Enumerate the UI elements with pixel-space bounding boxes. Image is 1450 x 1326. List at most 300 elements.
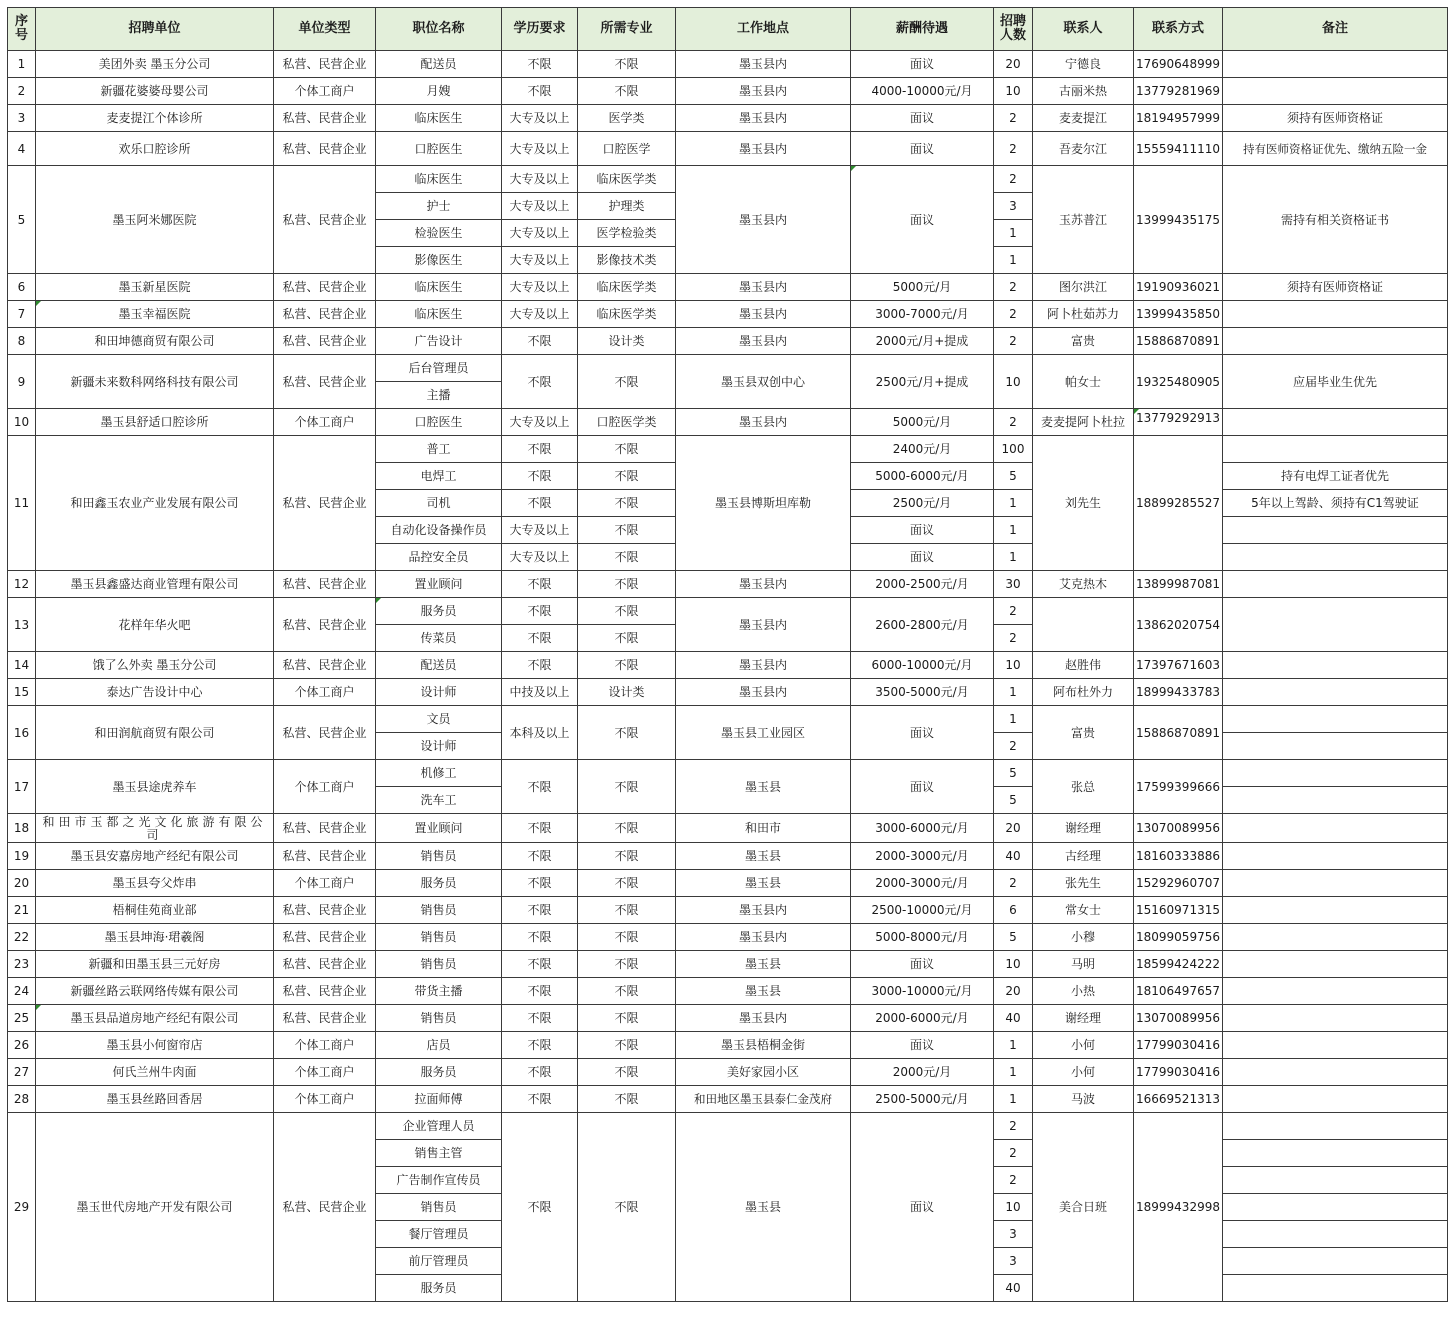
cell-location[interactable]: 墨玉县内 xyxy=(676,301,851,328)
cell-no[interactable]: 8 xyxy=(8,328,36,355)
cell-count[interactable]: 10 xyxy=(994,951,1033,978)
cell-note[interactable]: 持有医师资格证优先、缴纳五险一金 xyxy=(1222,132,1447,166)
cell-salary[interactable]: 2000-3000元/月 xyxy=(851,843,994,870)
cell-contact[interactable]: 麦麦提阿卜杜拉 xyxy=(1033,409,1134,436)
cell-job[interactable]: 主播 xyxy=(376,382,502,409)
cell-major[interactable]: 护理类 xyxy=(578,193,676,220)
cell-salary[interactable]: 2000元/月 xyxy=(851,1059,994,1086)
cell-contact[interactable]: 富贵 xyxy=(1033,328,1134,355)
cell-contact[interactable]: 刘先生 xyxy=(1033,436,1134,571)
cell-edu[interactable]: 大专及以上 xyxy=(502,166,578,193)
cell-job[interactable]: 后台管理员 xyxy=(376,355,502,382)
col-header-major[interactable]: 所需专业 xyxy=(578,8,676,51)
cell-phone[interactable]: 18106497657 xyxy=(1134,978,1223,1005)
cell-edu[interactable]: 不限 xyxy=(502,436,578,463)
cell-no[interactable]: 5 xyxy=(8,166,36,274)
cell-edu[interactable]: 不限 xyxy=(502,924,578,951)
cell-unit[interactable]: 泰达广告设计中心 xyxy=(36,679,274,706)
cell-salary[interactable]: 5000-6000元/月 xyxy=(851,463,994,490)
cell-major[interactable]: 不限 xyxy=(578,1113,676,1302)
cell-unit[interactable]: 和田市玉都之光文化旅游有限公司 xyxy=(36,814,274,843)
cell-count[interactable]: 10 xyxy=(994,78,1033,105)
cell-major[interactable]: 口腔医学类 xyxy=(578,409,676,436)
cell-location[interactable]: 墨玉县 xyxy=(676,1113,851,1302)
cell-edu[interactable]: 不限 xyxy=(502,598,578,625)
cell-contact[interactable]: 富贵 xyxy=(1033,706,1134,760)
cell-edu[interactable]: 大专及以上 xyxy=(502,220,578,247)
cell-major[interactable]: 不限 xyxy=(578,951,676,978)
cell-type[interactable]: 私营、民营企业 xyxy=(274,1113,376,1302)
cell-no[interactable]: 19 xyxy=(8,843,36,870)
cell-type[interactable]: 私营、民营企业 xyxy=(274,105,376,132)
cell-salary[interactable]: 2000-3000元/月 xyxy=(851,870,994,897)
col-header-no[interactable]: 序号 xyxy=(8,8,36,51)
cell-location[interactable]: 墨玉县内 xyxy=(676,1005,851,1032)
cell-note[interactable] xyxy=(1222,652,1447,679)
cell-phone[interactable]: 17397671603 xyxy=(1134,652,1223,679)
cell-count[interactable]: 1 xyxy=(994,679,1033,706)
cell-phone[interactable]: 15559411110 xyxy=(1134,132,1223,166)
cell-unit[interactable]: 墨玉县丝路回香居 xyxy=(36,1086,274,1113)
cell-salary[interactable]: 面议 xyxy=(851,706,994,760)
cell-count[interactable]: 20 xyxy=(994,978,1033,1005)
cell-phone[interactable]: 18899285527 xyxy=(1134,436,1223,571)
cell-contact[interactable]: 小何 xyxy=(1033,1059,1134,1086)
cell-major[interactable]: 不限 xyxy=(578,760,676,814)
cell-note[interactable] xyxy=(1222,1248,1447,1275)
cell-contact[interactable]: 马明 xyxy=(1033,951,1134,978)
cell-location[interactable]: 墨玉县内 xyxy=(676,274,851,301)
cell-note[interactable] xyxy=(1222,733,1447,760)
cell-unit[interactable]: 墨玉新星医院 xyxy=(36,274,274,301)
cell-note[interactable] xyxy=(1222,924,1447,951)
cell-major[interactable]: 不限 xyxy=(578,517,676,544)
cell-count[interactable]: 1 xyxy=(994,544,1033,571)
cell-salary[interactable]: 面议 xyxy=(851,517,994,544)
cell-phone[interactable]: 17690648999 xyxy=(1134,51,1223,78)
cell-job[interactable]: 口腔医生 xyxy=(376,132,502,166)
cell-edu[interactable]: 大专及以上 xyxy=(502,105,578,132)
cell-job[interactable]: 口腔医生 xyxy=(376,409,502,436)
cell-no[interactable]: 13 xyxy=(8,598,36,652)
cell-job[interactable]: 销售员 xyxy=(376,1194,502,1221)
cell-note[interactable] xyxy=(1222,571,1447,598)
cell-major[interactable]: 不限 xyxy=(578,1005,676,1032)
cell-count[interactable]: 1 xyxy=(994,1032,1033,1059)
cell-edu[interactable]: 不限 xyxy=(502,463,578,490)
cell-major[interactable]: 不限 xyxy=(578,843,676,870)
cell-major[interactable]: 不限 xyxy=(578,355,676,409)
cell-major[interactable]: 不限 xyxy=(578,436,676,463)
cell-salary[interactable]: 2400元/月 xyxy=(851,436,994,463)
cell-count[interactable]: 2 xyxy=(994,132,1033,166)
cell-unit[interactable]: 墨玉县坤海·珺羲阁 xyxy=(36,924,274,951)
cell-phone[interactable]: 15886870891 xyxy=(1134,328,1223,355)
cell-unit[interactable]: 墨玉县夸父炸串 xyxy=(36,870,274,897)
cell-note[interactable]: 须持有医师资格证 xyxy=(1222,274,1447,301)
cell-note[interactable] xyxy=(1222,1113,1447,1140)
cell-salary[interactable]: 3000-6000元/月 xyxy=(851,814,994,843)
cell-edu[interactable]: 不限 xyxy=(502,625,578,652)
cell-location[interactable]: 墨玉县工业园区 xyxy=(676,706,851,760)
cell-job[interactable]: 广告制作宣传员 xyxy=(376,1167,502,1194)
cell-note[interactable]: 需持有相关资格证书 xyxy=(1222,166,1447,274)
cell-location[interactable]: 墨玉县内 xyxy=(676,51,851,78)
cell-contact[interactable]: 谢经理 xyxy=(1033,814,1134,843)
cell-phone[interactable]: 19325480905 xyxy=(1134,355,1223,409)
cell-type[interactable]: 私营、民营企业 xyxy=(274,843,376,870)
cell-major[interactable]: 不限 xyxy=(578,78,676,105)
cell-note[interactable] xyxy=(1222,301,1447,328)
cell-edu[interactable]: 大专及以上 xyxy=(502,193,578,220)
cell-edu[interactable]: 不限 xyxy=(502,1059,578,1086)
cell-salary[interactable]: 5000元/月 xyxy=(851,409,994,436)
cell-unit[interactable]: 墨玉幸福医院 xyxy=(36,301,274,328)
cell-phone[interactable]: 18999433783 xyxy=(1134,679,1223,706)
cell-phone[interactable]: 17799030416 xyxy=(1134,1032,1223,1059)
cell-no[interactable]: 27 xyxy=(8,1059,36,1086)
cell-major[interactable]: 医学检验类 xyxy=(578,220,676,247)
cell-phone[interactable]: 17799030416 xyxy=(1134,1059,1223,1086)
cell-job[interactable]: 检验医生 xyxy=(376,220,502,247)
cell-type[interactable]: 私营、民营企业 xyxy=(274,355,376,409)
cell-unit[interactable]: 新疆花婆婆母婴公司 xyxy=(36,78,274,105)
cell-edu[interactable]: 中技及以上 xyxy=(502,679,578,706)
cell-unit[interactable]: 墨玉阿米娜医院 xyxy=(36,166,274,274)
cell-location[interactable]: 墨玉县梧桐金街 xyxy=(676,1032,851,1059)
cell-job[interactable]: 电焊工 xyxy=(376,463,502,490)
cell-job[interactable]: 店员 xyxy=(376,1032,502,1059)
cell-edu[interactable]: 不限 xyxy=(502,78,578,105)
cell-job[interactable]: 销售员 xyxy=(376,897,502,924)
cell-phone[interactable]: 15160971315 xyxy=(1134,897,1223,924)
cell-note[interactable] xyxy=(1222,951,1447,978)
cell-count[interactable]: 2 xyxy=(994,409,1033,436)
cell-count[interactable]: 5 xyxy=(994,463,1033,490)
cell-contact[interactable]: 小热 xyxy=(1033,978,1134,1005)
cell-contact[interactable]: 图尔洪江 xyxy=(1033,274,1134,301)
cell-salary[interactable]: 面议 xyxy=(851,1032,994,1059)
cell-salary[interactable]: 面议 xyxy=(851,166,994,274)
cell-phone[interactable]: 13899987081 xyxy=(1134,571,1223,598)
cell-job[interactable]: 带货主播 xyxy=(376,978,502,1005)
cell-no[interactable]: 7 xyxy=(8,301,36,328)
cell-major[interactable]: 不限 xyxy=(578,598,676,625)
cell-contact[interactable]: 麦麦提江 xyxy=(1033,105,1134,132)
cell-contact[interactable]: 古丽米热 xyxy=(1033,78,1134,105)
cell-unit[interactable]: 新疆丝路云联网络传媒有限公司 xyxy=(36,978,274,1005)
cell-edu[interactable]: 不限 xyxy=(502,760,578,814)
cell-location[interactable]: 和田地区墨玉县泰仁金茂府 xyxy=(676,1086,851,1113)
cell-count[interactable]: 10 xyxy=(994,355,1033,409)
cell-major[interactable]: 不限 xyxy=(578,1059,676,1086)
cell-salary[interactable]: 3000-10000元/月 xyxy=(851,978,994,1005)
cell-major[interactable]: 不限 xyxy=(578,490,676,517)
cell-major[interactable]: 不限 xyxy=(578,463,676,490)
cell-unit[interactable]: 和田鑫玉农业产业发展有限公司 xyxy=(36,436,274,571)
cell-type[interactable]: 私营、民营企业 xyxy=(274,51,376,78)
cell-type[interactable]: 个体工商户 xyxy=(274,78,376,105)
cell-major[interactable]: 临床医学类 xyxy=(578,274,676,301)
cell-major[interactable]: 不限 xyxy=(578,652,676,679)
cell-major[interactable]: 不限 xyxy=(578,571,676,598)
cell-salary[interactable]: 面议 xyxy=(851,951,994,978)
cell-contact[interactable]: 小穆 xyxy=(1033,924,1134,951)
cell-job[interactable]: 机修工 xyxy=(376,760,502,787)
cell-salary[interactable]: 2000-2500元/月 xyxy=(851,571,994,598)
cell-location[interactable]: 美好家园小区 xyxy=(676,1059,851,1086)
cell-type[interactable]: 私营、民营企业 xyxy=(274,571,376,598)
cell-note[interactable] xyxy=(1222,1140,1447,1167)
cell-location[interactable]: 墨玉县内 xyxy=(676,328,851,355)
cell-location[interactable]: 墨玉县内 xyxy=(676,409,851,436)
cell-note[interactable] xyxy=(1222,436,1447,463)
cell-unit[interactable]: 和田润航商贸有限公司 xyxy=(36,706,274,760)
cell-note[interactable] xyxy=(1222,1032,1447,1059)
cell-unit[interactable]: 墨玉县舒适口腔诊所 xyxy=(36,409,274,436)
cell-type[interactable]: 私营、民营企业 xyxy=(274,436,376,571)
cell-phone[interactable]: 15292960707 xyxy=(1134,870,1223,897)
cell-major[interactable]: 医学类 xyxy=(578,105,676,132)
cell-note[interactable] xyxy=(1222,679,1447,706)
cell-note[interactable] xyxy=(1222,409,1447,436)
cell-edu[interactable]: 不限 xyxy=(502,1086,578,1113)
cell-phone[interactable]: 18599424222 xyxy=(1134,951,1223,978)
cell-salary[interactable]: 4000-10000元/月 xyxy=(851,78,994,105)
cell-count[interactable]: 3 xyxy=(994,1248,1033,1275)
cell-count[interactable]: 1 xyxy=(994,220,1033,247)
cell-major[interactable]: 不限 xyxy=(578,814,676,843)
cell-no[interactable]: 21 xyxy=(8,897,36,924)
cell-no[interactable]: 4 xyxy=(8,132,36,166)
cell-contact[interactable]: 古经理 xyxy=(1033,843,1134,870)
cell-edu[interactable]: 不限 xyxy=(502,951,578,978)
cell-type[interactable]: 私营、民营企业 xyxy=(274,924,376,951)
cell-salary[interactable]: 3000-7000元/月 xyxy=(851,301,994,328)
cell-no[interactable]: 1 xyxy=(8,51,36,78)
cell-note[interactable]: 须持有医师资格证 xyxy=(1222,105,1447,132)
cell-salary[interactable]: 2000元/月+提成 xyxy=(851,328,994,355)
cell-contact[interactable]: 张先生 xyxy=(1033,870,1134,897)
cell-edu[interactable]: 大专及以上 xyxy=(502,274,578,301)
cell-count[interactable]: 5 xyxy=(994,787,1033,814)
cell-count[interactable]: 2 xyxy=(994,598,1033,625)
cell-job[interactable]: 设计师 xyxy=(376,733,502,760)
cell-job[interactable]: 司机 xyxy=(376,490,502,517)
col-header-type[interactable]: 单位类型 xyxy=(274,8,376,51)
cell-salary[interactable]: 面议 xyxy=(851,105,994,132)
cell-unit[interactable]: 欢乐口腔诊所 xyxy=(36,132,274,166)
cell-type[interactable]: 私营、民营企业 xyxy=(274,951,376,978)
cell-salary[interactable]: 3500-5000元/月 xyxy=(851,679,994,706)
cell-job[interactable]: 餐厅管理员 xyxy=(376,1221,502,1248)
cell-count[interactable]: 2 xyxy=(994,870,1033,897)
cell-job[interactable]: 销售主管 xyxy=(376,1140,502,1167)
cell-count[interactable]: 20 xyxy=(994,51,1033,78)
cell-no[interactable]: 3 xyxy=(8,105,36,132)
cell-note[interactable] xyxy=(1222,51,1447,78)
cell-location[interactable]: 墨玉县 xyxy=(676,760,851,814)
cell-no[interactable]: 9 xyxy=(8,355,36,409)
cell-note[interactable] xyxy=(1222,78,1447,105)
cell-no[interactable]: 6 xyxy=(8,274,36,301)
cell-phone[interactable]: 18099059756 xyxy=(1134,924,1223,951)
cell-major[interactable]: 临床医学类 xyxy=(578,301,676,328)
cell-note[interactable] xyxy=(1222,1005,1447,1032)
cell-job[interactable]: 置业顾问 xyxy=(376,571,502,598)
cell-job[interactable]: 广告设计 xyxy=(376,328,502,355)
cell-location[interactable]: 墨玉县内 xyxy=(676,897,851,924)
cell-phone[interactable]: 13999435175 xyxy=(1134,166,1223,274)
cell-count[interactable]: 100 xyxy=(994,436,1033,463)
cell-salary[interactable]: 2500-10000元/月 xyxy=(851,897,994,924)
col-header-count[interactable]: 招聘人数 xyxy=(994,8,1033,51)
cell-count[interactable]: 40 xyxy=(994,1005,1033,1032)
cell-major[interactable]: 不限 xyxy=(578,1032,676,1059)
cell-major[interactable]: 不限 xyxy=(578,924,676,951)
cell-unit[interactable]: 麦麦提江个体诊所 xyxy=(36,105,274,132)
cell-job[interactable]: 月嫂 xyxy=(376,78,502,105)
cell-phone[interactable]: 15886870891 xyxy=(1134,706,1223,760)
cell-salary[interactable]: 2600-2800元/月 xyxy=(851,598,994,652)
cell-location[interactable]: 墨玉县内 xyxy=(676,571,851,598)
cell-location[interactable]: 墨玉县内 xyxy=(676,132,851,166)
cell-unit[interactable]: 花样年华火吧 xyxy=(36,598,274,652)
cell-job[interactable]: 配送员 xyxy=(376,652,502,679)
cell-no[interactable]: 11 xyxy=(8,436,36,571)
cell-contact[interactable]: 谢经理 xyxy=(1033,1005,1134,1032)
cell-phone[interactable]: 18160333886 xyxy=(1134,843,1223,870)
cell-no[interactable]: 20 xyxy=(8,870,36,897)
col-header-contact[interactable]: 联系人 xyxy=(1033,8,1134,51)
cell-job[interactable]: 销售员 xyxy=(376,924,502,951)
cell-major[interactable]: 不限 xyxy=(578,1086,676,1113)
cell-note[interactable] xyxy=(1222,706,1447,733)
col-header-job[interactable]: 职位名称 xyxy=(376,8,502,51)
cell-major[interactable]: 不限 xyxy=(578,706,676,760)
cell-phone[interactable]: 13070089956 xyxy=(1134,814,1223,843)
cell-major[interactable]: 设计类 xyxy=(578,679,676,706)
cell-contact[interactable]: 艾克热木 xyxy=(1033,571,1134,598)
cell-type[interactable]: 个体工商户 xyxy=(274,679,376,706)
cell-job[interactable]: 文员 xyxy=(376,706,502,733)
cell-location[interactable]: 墨玉县双创中心 xyxy=(676,355,851,409)
cell-contact[interactable]: 帕女士 xyxy=(1033,355,1134,409)
cell-location[interactable]: 墨玉县 xyxy=(676,843,851,870)
cell-unit[interactable]: 饿了么外卖 墨玉分公司 xyxy=(36,652,274,679)
cell-unit[interactable]: 墨玉世代房地产开发有限公司 xyxy=(36,1113,274,1302)
cell-no[interactable]: 10 xyxy=(8,409,36,436)
cell-salary[interactable]: 5000-8000元/月 xyxy=(851,924,994,951)
cell-contact[interactable]: 小何 xyxy=(1033,1032,1134,1059)
cell-edu[interactable]: 大专及以上 xyxy=(502,544,578,571)
cell-location[interactable]: 墨玉县内 xyxy=(676,105,851,132)
cell-location[interactable]: 和田市 xyxy=(676,814,851,843)
cell-no[interactable]: 24 xyxy=(8,978,36,1005)
cell-no[interactable]: 25 xyxy=(8,1005,36,1032)
cell-contact[interactable]: 玉苏普江 xyxy=(1033,166,1134,274)
cell-type[interactable]: 私营、民营企业 xyxy=(274,301,376,328)
cell-job[interactable]: 临床医生 xyxy=(376,166,502,193)
cell-type[interactable]: 个体工商户 xyxy=(274,409,376,436)
cell-note[interactable] xyxy=(1222,760,1447,787)
cell-note[interactable] xyxy=(1222,1086,1447,1113)
cell-salary[interactable]: 面议 xyxy=(851,760,994,814)
cell-salary[interactable]: 5000元/月 xyxy=(851,274,994,301)
cell-edu[interactable]: 大专及以上 xyxy=(502,247,578,274)
cell-job[interactable]: 服务员 xyxy=(376,598,502,625)
cell-phone[interactable]: 13070089956 xyxy=(1134,1005,1223,1032)
cell-type[interactable]: 私营、民营企业 xyxy=(274,897,376,924)
cell-contact[interactable]: 马波 xyxy=(1033,1086,1134,1113)
cell-unit[interactable]: 何氏兰州牛肉面 xyxy=(36,1059,274,1086)
cell-location[interactable]: 墨玉县内 xyxy=(676,924,851,951)
cell-no[interactable]: 15 xyxy=(8,679,36,706)
col-header-salary[interactable]: 薪酬待遇 xyxy=(851,8,994,51)
cell-type[interactable]: 私营、民营企业 xyxy=(274,978,376,1005)
cell-salary[interactable]: 面议 xyxy=(851,132,994,166)
cell-no[interactable]: 18 xyxy=(8,814,36,843)
cell-phone[interactable]: 13999435850 xyxy=(1134,301,1223,328)
cell-type[interactable]: 私营、民营企业 xyxy=(274,598,376,652)
cell-unit[interactable]: 墨玉县小何窗帘店 xyxy=(36,1032,274,1059)
col-header-phone[interactable]: 联系方式 xyxy=(1134,8,1223,51)
cell-count[interactable]: 2 xyxy=(994,1140,1033,1167)
cell-no[interactable]: 12 xyxy=(8,571,36,598)
cell-salary[interactable]: 面议 xyxy=(851,544,994,571)
cell-no[interactable]: 29 xyxy=(8,1113,36,1302)
cell-type[interactable]: 私营、民营企业 xyxy=(274,1005,376,1032)
cell-type[interactable]: 个体工商户 xyxy=(274,1059,376,1086)
cell-count[interactable]: 2 xyxy=(994,166,1033,193)
cell-count[interactable]: 1 xyxy=(994,1086,1033,1113)
cell-edu[interactable]: 大专及以上 xyxy=(502,301,578,328)
cell-edu[interactable]: 不限 xyxy=(502,1005,578,1032)
cell-phone[interactable]: 13779281969 xyxy=(1134,78,1223,105)
cell-unit[interactable]: 墨玉县品道房地产经纪有限公司 xyxy=(36,1005,274,1032)
cell-job[interactable]: 自动化设备操作员 xyxy=(376,517,502,544)
cell-count[interactable]: 2 xyxy=(994,625,1033,652)
cell-job[interactable]: 前厅管理员 xyxy=(376,1248,502,1275)
cell-job[interactable]: 销售员 xyxy=(376,1005,502,1032)
cell-type[interactable]: 私营、民营企业 xyxy=(274,132,376,166)
cell-no[interactable]: 23 xyxy=(8,951,36,978)
cell-major[interactable]: 影像技术类 xyxy=(578,247,676,274)
cell-count[interactable]: 2 xyxy=(994,274,1033,301)
cell-note[interactable] xyxy=(1222,517,1447,544)
cell-salary[interactable]: 面议 xyxy=(851,1113,994,1302)
cell-job[interactable]: 拉面师傅 xyxy=(376,1086,502,1113)
cell-edu[interactable]: 本科及以上 xyxy=(502,706,578,760)
cell-edu[interactable]: 大专及以上 xyxy=(502,409,578,436)
cell-note[interactable] xyxy=(1222,897,1447,924)
cell-note[interactable] xyxy=(1222,787,1447,814)
cell-job[interactable]: 品控安全员 xyxy=(376,544,502,571)
cell-salary[interactable]: 面议 xyxy=(851,51,994,78)
cell-note[interactable] xyxy=(1222,978,1447,1005)
cell-note[interactable] xyxy=(1222,1059,1447,1086)
cell-phone[interactable]: 17599399666 xyxy=(1134,760,1223,814)
cell-job[interactable]: 设计师 xyxy=(376,679,502,706)
cell-type[interactable]: 私营、民营企业 xyxy=(274,328,376,355)
cell-edu[interactable]: 不限 xyxy=(502,571,578,598)
cell-count[interactable]: 2 xyxy=(994,105,1033,132)
cell-location[interactable]: 墨玉县 xyxy=(676,978,851,1005)
cell-contact[interactable]: 宁德良 xyxy=(1033,51,1134,78)
cell-location[interactable]: 墨玉县内 xyxy=(676,166,851,274)
cell-type[interactable]: 个体工商户 xyxy=(274,760,376,814)
cell-unit[interactable]: 新疆和田墨玉县三元好房 xyxy=(36,951,274,978)
